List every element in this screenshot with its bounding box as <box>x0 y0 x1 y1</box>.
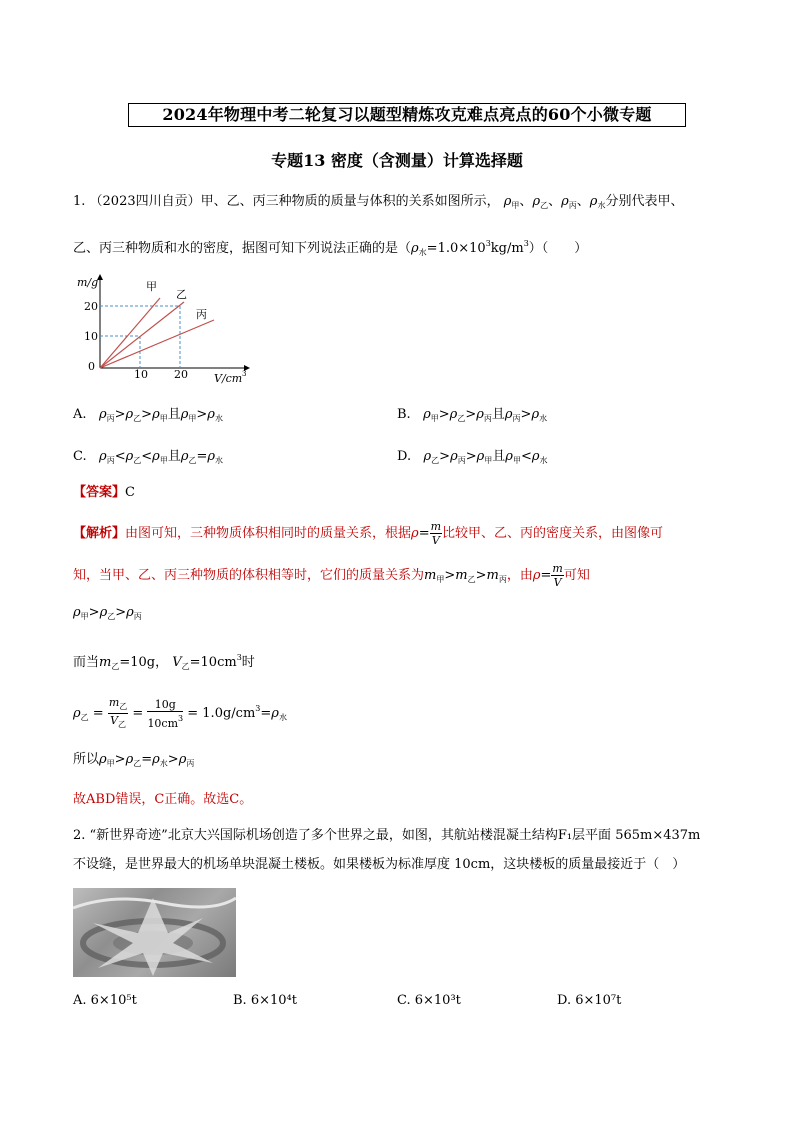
q1-option-c: C. $\rho_丙<\rho_乙<\rho_甲$且$\rho_乙=\rho_水$ <box>73 449 224 465</box>
q2-option-b: B. 6×10⁴t <box>233 993 297 1008</box>
q1-answer: 【答案】C <box>73 485 135 500</box>
q1-analysis-line2: 知，当甲、乙、丙三种物质的体积相等时，它们的质量关系为$m_甲>m_乙>m_丙$，由ρ= $\frac{m}{V}$ 可知 <box>73 562 590 589</box>
q2-option-d: D. 6×10⁷t <box>557 993 622 1008</box>
q2-option-a: A. 6×10⁵t <box>73 993 137 1008</box>
x-axis-label: V/cm <box>214 372 243 385</box>
q1-option-b: B. $\rho_甲>\rho_乙>\rho_丙$且$\rho_丙>\rho_水$ <box>397 407 548 423</box>
q2-stem-line1: 2. “新世界奇迹”北京大兴国际机场创造了多个世界之最，如图，其航站楼混凝土结构F₁层平面 565m×437m <box>73 828 701 843</box>
q1-analysis-calc: $\rho_乙$ = $\frac{m_乙}{V_乙}$ = $\frac{10g}{10cm^3}$ = $1.0g/cm^3=\rho_水$ <box>73 696 287 730</box>
q1-option-d: D. $\rho_乙>\rho_丙>\rho_甲$且$\rho_甲<\rho_水$ <box>397 449 548 465</box>
airport-photo-art <box>73 888 236 977</box>
y-tick-20: 20 <box>84 300 98 313</box>
line-bing <box>100 320 214 368</box>
line-jia <box>100 298 160 368</box>
q1-stem-line2: 乙、丙三种物质和水的密度，据图可知下列说法正确的是$(\rho_水=1.0\times 10^3kg/m^3)$（ ） <box>73 239 588 257</box>
q1-analysis-so: 所以$\rho_甲>\rho_乙=\rho_水>\rho_丙$ <box>73 752 195 768</box>
q2-stem-line2: 不设缝，是世界最大的机场单块混凝土楼板。如果楼板为标准厚度 10cm，这块楼板的质量最接近于（ ） <box>73 857 686 872</box>
y-axis-label: m/g <box>77 276 99 289</box>
q1-option-a: A. $\rho_丙>\rho_乙>\rho_甲$且$\rho_甲>\rho_水$ <box>73 407 223 423</box>
section-subtitle: 专题13 密度（含测量）计算选择题 <box>271 151 523 170</box>
q1-analysis-line4: 而当$m_乙=10g$， $V_乙=10cm^3$时 <box>73 653 255 671</box>
q1-analysis-line3: $\rho_甲>\rho_乙>\rho_丙$ <box>73 605 142 621</box>
x-tick-20: 20 <box>174 368 188 381</box>
origin-label: 0 <box>88 360 95 373</box>
y-tick-10: 10 <box>84 330 98 343</box>
label-jia: 甲 <box>146 280 157 293</box>
mass-volume-graph <box>74 272 254 387</box>
x-tick-10: 10 <box>134 368 148 381</box>
document-title: 2024年物理中考二轮复习以题型精炼攻克难点亮点的60个小微专题 <box>128 103 686 127</box>
label-bing: 丙 <box>196 308 207 321</box>
q1-analysis-line1: 【解析】由图可知，三种物质体积相同时的质量关系，根据ρ= $\frac{m}{V}$ 比较甲、乙、丙的密度关系，由图像可 <box>73 520 664 547</box>
x-axis-label-exp: 3 <box>242 370 247 378</box>
airport-photo <box>73 888 236 977</box>
label-yi: 乙 <box>176 288 187 301</box>
q2-option-c: C. 6×10³t <box>397 993 461 1008</box>
q1-stem-line1: 1. （2023四川自贡）甲、乙、丙三种物质的质量与体积的关系如图所示， $\rho_甲$、$\rho_乙$、$\rho_丙$、$\rho_水$分别代表甲、 <box>73 194 684 210</box>
line-yi <box>100 302 184 368</box>
q1-stem-text: 1. （2023四川自贡）甲、乙、丙三种物质的质量与体积的关系如图所示， <box>73 194 500 209</box>
q1-conclusion: 故ABD错误，C正确。故选C。 <box>73 792 253 807</box>
